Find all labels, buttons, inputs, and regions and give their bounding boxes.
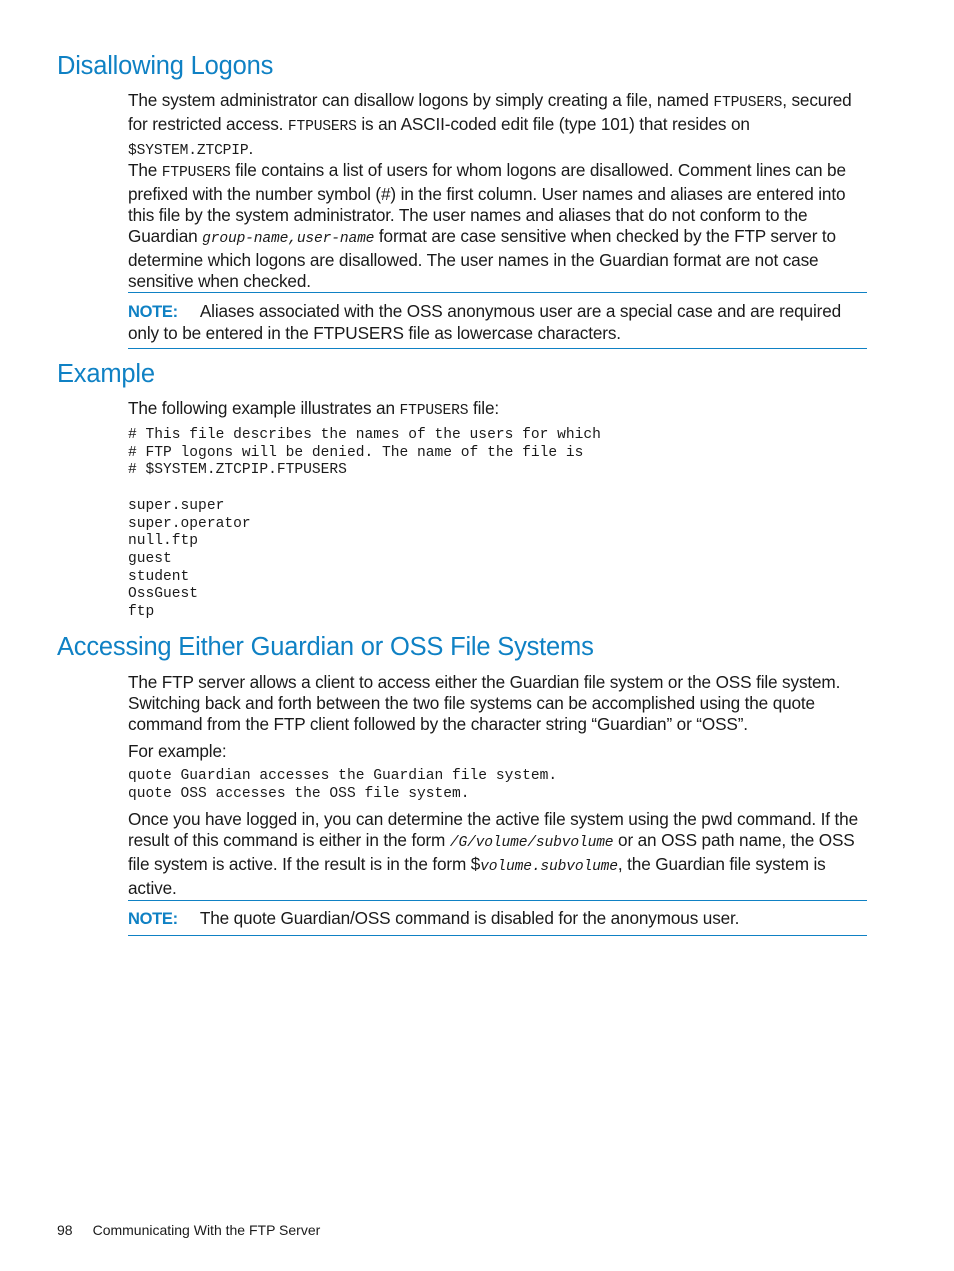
section-heading-accessing-file-systems: Accessing Either Guardian or OSS File Systems: [57, 633, 594, 661]
text: The: [128, 160, 162, 180]
code-ftpusers: FTPUSERS: [399, 403, 469, 419]
code-listing: quote Guardian accesses the Guardian file system. quote OSS accesses the OSS file system.: [128, 768, 558, 802]
code-listing: # This file describes the names of the users for which # FTP logons will be denied. The name of the file is # $SYSTEM.ZTCPIP.FTPUSERS super.super super.operator null.ftp guest student OssGuest ftp: [128, 427, 601, 621]
code-volume-subvolume: volume.subvolume: [480, 859, 618, 875]
text: format are case sensitive when checked by the FTP server to determine which logons are disallowed. The user names in the Guardian format are not case sensitive when checked.: [128, 226, 836, 291]
paragraph-ftp-server-access: [128, 672, 868, 735]
text: is an ASCII-coded edit file (type 101) that resides on: [356, 114, 750, 134]
note-text: Aliases associated with the OSS anonymous user are a special case and are required only to be entered in the FTPUSERS file as lowercase characters.: [128, 301, 842, 343]
text: or an OSS path name, the OSS file system is active. If the result is in the form $: [128, 830, 855, 874]
code-system-path: $SYSTEM.ZTCPIP: [128, 143, 249, 159]
code-block-quote-commands: [128, 768, 868, 803]
paragraph-disallow-intro: [128, 90, 868, 162]
code-guardian-path: /G/volume/subvolume: [449, 835, 614, 851]
text: file:: [468, 398, 499, 418]
note-label: NOTE:: [128, 910, 178, 928]
text: , the Guardian file system is active.: [128, 854, 826, 898]
paragraph-active-file-system: [128, 809, 868, 899]
text: For example:: [128, 741, 227, 761]
text: file contains a list of users for whom logons are disallowed. Comment lines can be prefixed with the number symbol (#) in the first column. User names and aliases are entered into this file by the system administrator. The user names and aliases that do not conform to the Guardian: [128, 160, 846, 246]
text: The system administrator can disallow logons by simply creating a file, named: [128, 90, 714, 110]
code-block-ftpusers-example: [128, 427, 868, 622]
paragraph-example-intro: [128, 398, 868, 422]
section-heading-disallowing-logons: Disallowing Logons: [57, 52, 274, 80]
paragraph-ftpusers-contents: [128, 160, 868, 292]
code-ftpusers: FTPUSERS: [161, 165, 231, 181]
text: The FTP server allows a client to access either the Guardian file system or the OSS file system. Switching back and forth between the two file systems can be accomplished using the quote command from the FTP client followed by the character string “Guardian” or “OSS”.: [128, 672, 841, 734]
page-number: 98: [57, 1222, 73, 1238]
chapter-title: Communicating With the FTP Server: [92, 1222, 321, 1238]
paragraph-for-example: [128, 741, 868, 762]
note-label: NOTE:: [128, 303, 178, 321]
note-box-oss-aliases: [128, 292, 867, 349]
code-ftpusers: FTPUSERS: [287, 119, 357, 135]
text: .: [248, 138, 254, 158]
note-text: The quote Guardian/OSS command is disabled for the anonymous user.: [199, 908, 740, 928]
text: , secured for restricted access.: [128, 90, 852, 134]
text: Once you have logged in, you can determine the active file system using the pwd command. If the result of this command is either in the form: [128, 809, 858, 850]
page-footer: [57, 1222, 320, 1238]
code-group-user-name: group-name,user-name: [202, 231, 375, 247]
note-box-quote-disabled: [128, 900, 867, 936]
text: The following example illustrates an: [128, 398, 400, 418]
code-ftpusers: FTPUSERS: [713, 95, 783, 111]
section-heading-example: Example: [57, 360, 155, 388]
